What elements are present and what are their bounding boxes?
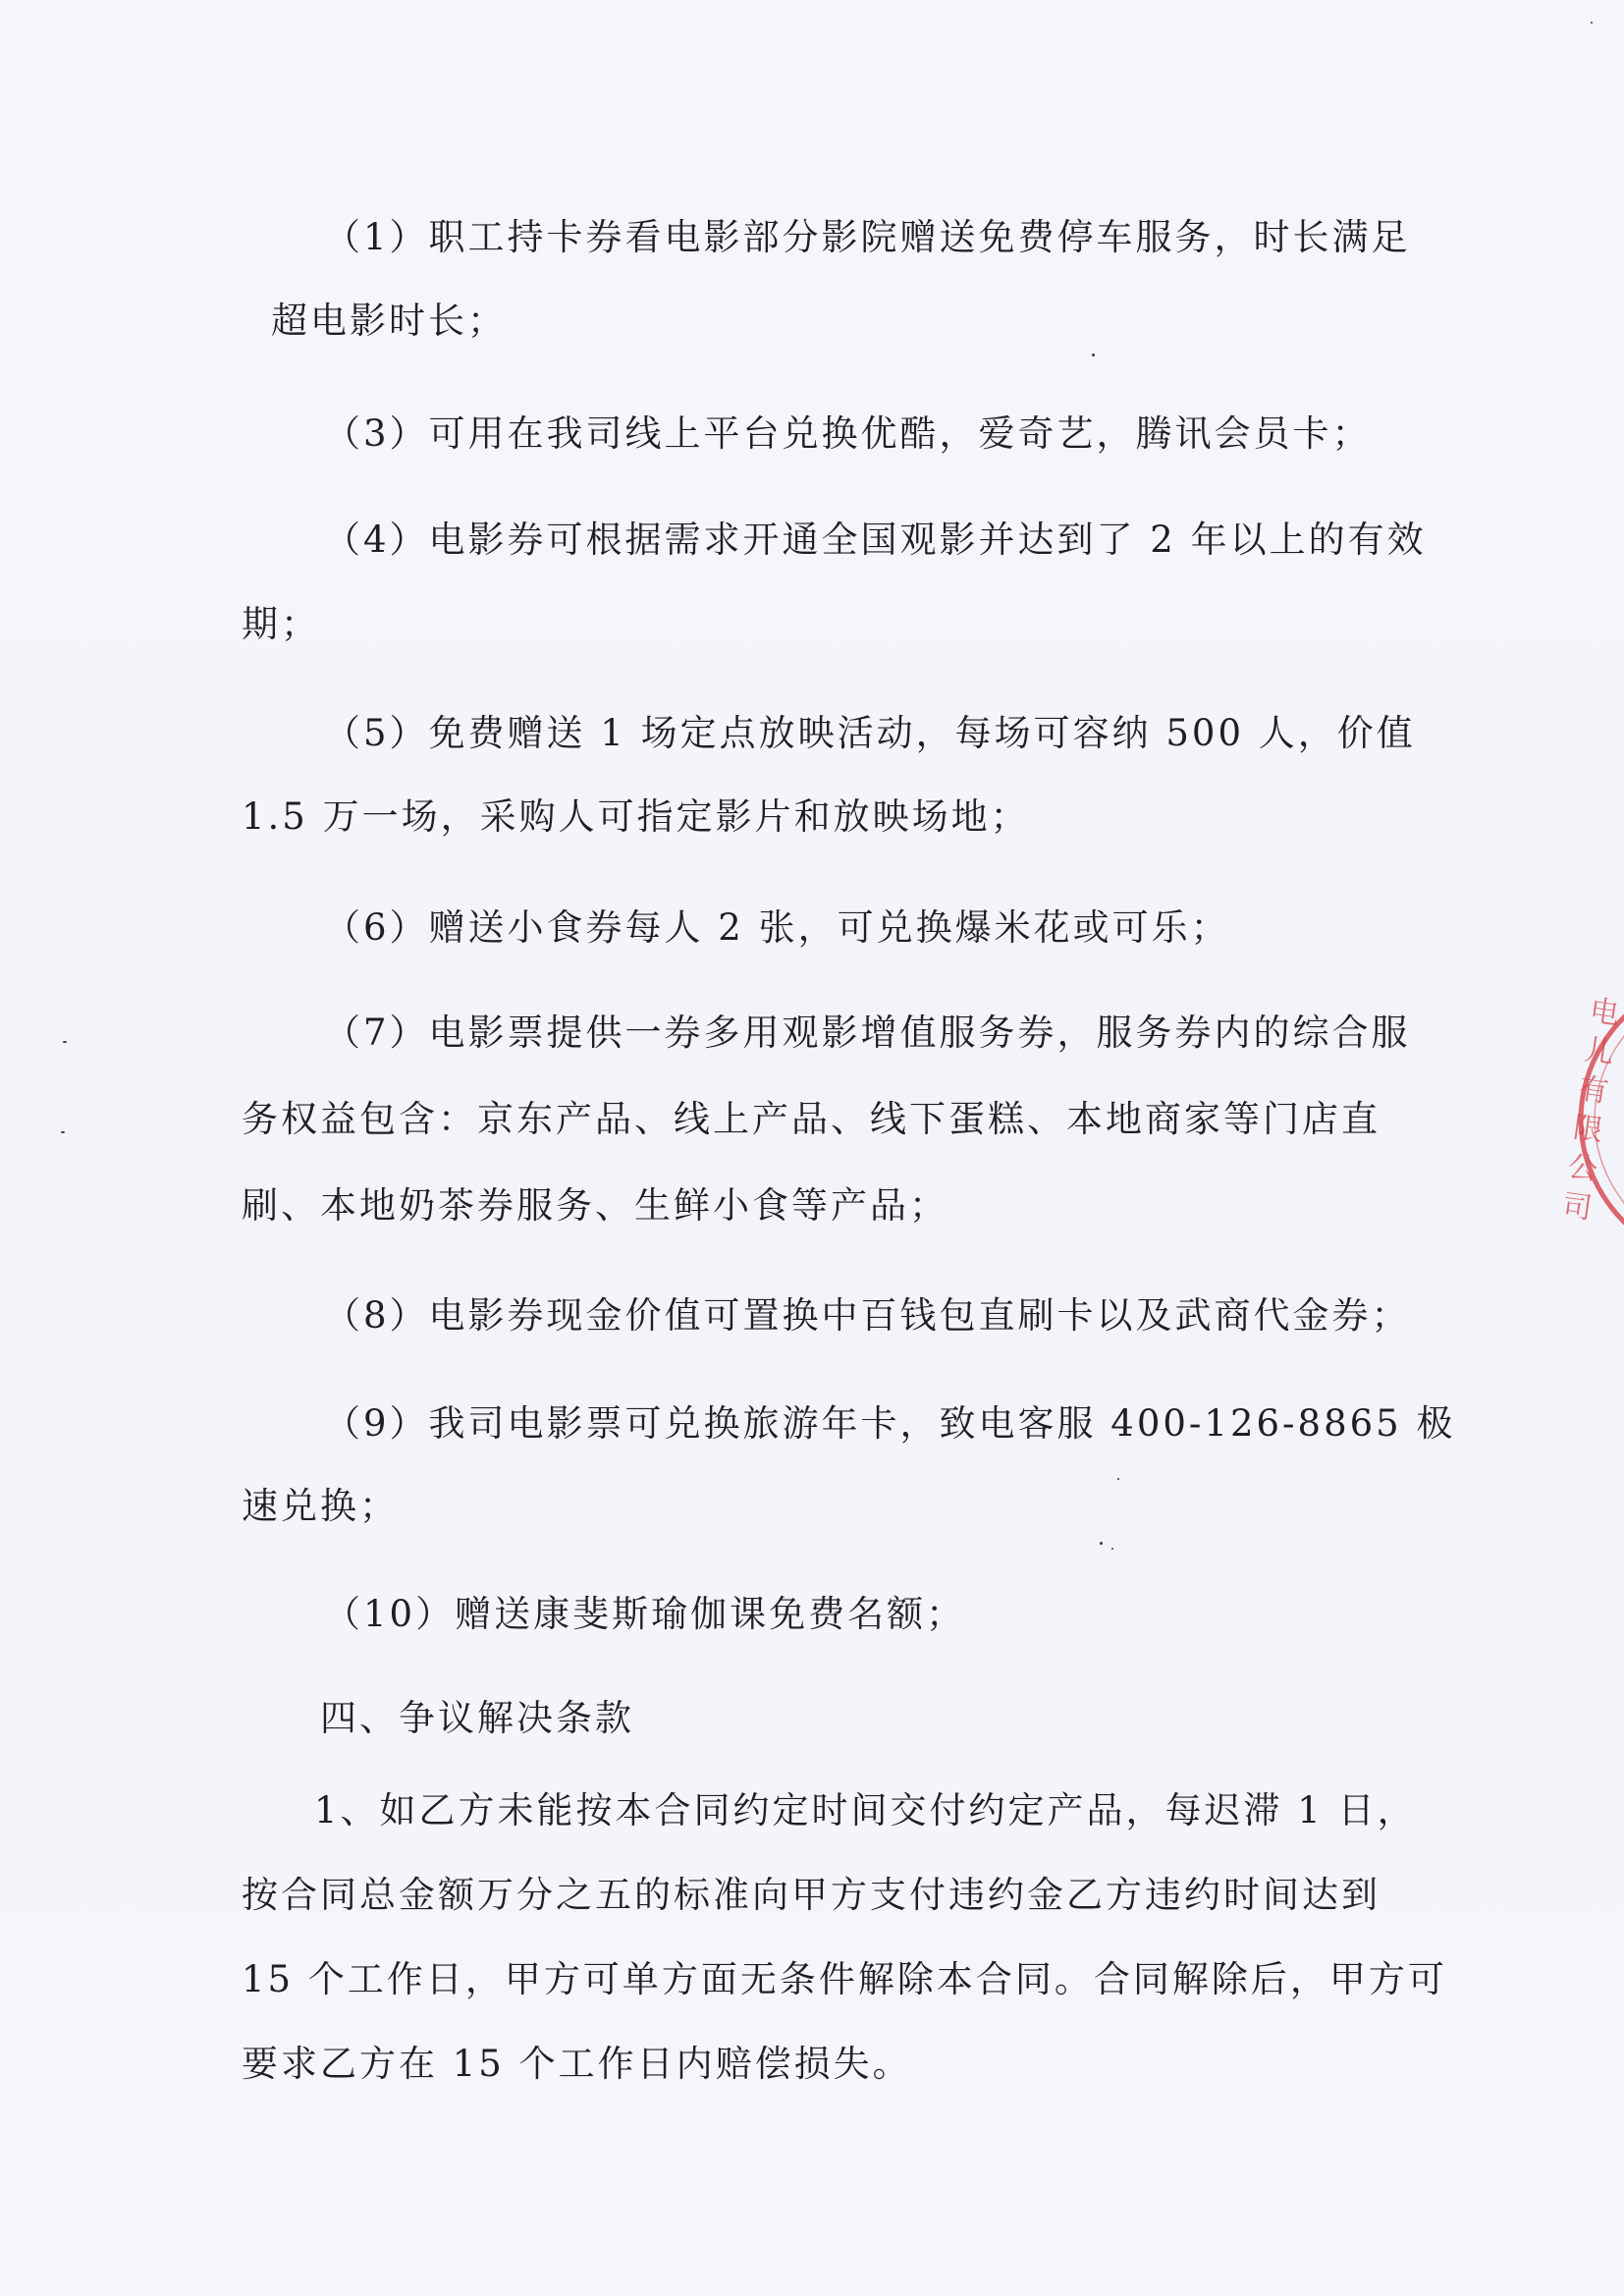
dispute-para-line-2: 按合同总金额万分之五的标准向甲方支付违约金乙方违约时间达到 [242,1874,1380,1916]
clause-8-line-1: （8）电影券现金价值可置换中百钱包直刷卡以及武商代金券； [324,1294,1411,1337]
clause-4-line-2: 期； [242,603,320,645]
clause-7-line-2: 务权益包含：京东产品、线上产品、线下蛋糕、本地商家等门店直 [242,1098,1380,1140]
scan-speck [61,1131,65,1133]
clause-6-line-1: （6）赠送小食券每人 2 张，可兑换爆米花或可乐； [324,906,1230,949]
clause-4-line-1: （4）电影券可根据需求开通全国观影并达到了 2 年以上的有效 [324,519,1427,561]
scan-speck [1117,1478,1119,1480]
section-4-heading: 四、争议解决条款 [320,1697,634,1739]
clause-7-line-3: 刷、本地奶茶券服务、生鲜小食等产品； [242,1184,948,1227]
clause-7-line-1: （7）电影票提供一券多用观影增值服务券，服务券内的综合服 [324,1011,1411,1054]
clause-10-line-1: （10）赠送康斐斯瑜伽课免费名额； [324,1593,966,1635]
clause-3-line-1: （3）可用在我司线上平台兑换优酷，爱奇艺，腾讯会员卡； [324,412,1372,455]
clause-5-line-1: （5）免费赠送 1 场定点放映活动，每场可容纳 500 人，价值 [324,712,1416,754]
dispute-para-line-1: 1、如乙方未能按本合同约定时间交付约定产品，每迟滞 1 日， [314,1789,1417,1831]
scan-speck [63,1041,67,1043]
clause-9-line-2: 速兑换； [242,1485,399,1527]
scan-speck [1100,1542,1103,1545]
seal-lettering: 电儿有限公司 [1560,993,1622,1227]
clause-1-line-2: 超电影时长； [271,300,507,342]
clause-1-line-1: （1）职工持卡券看电影部分影院赠送免费停车服务，时长满足 [324,216,1411,258]
dispute-para-line-4: 要求乙方在 15 个工作日内赔偿损失。 [242,2043,912,2085]
scan-speck [1591,22,1593,24]
scan-speck [1092,354,1095,356]
clause-5-line-2: 1.5 万一场，采购人可指定影片和放映场地； [242,795,1030,838]
clause-9-line-1: （9）我司电影票可兑换旅游年卡，致电客服 400-126-8865 极 [324,1402,1456,1445]
dispute-para-line-3: 15 个工作日，甲方可单方面无条件解除本合同。合同解除后，甲方可 [242,1958,1447,2000]
scan-speck [1111,1548,1113,1550]
